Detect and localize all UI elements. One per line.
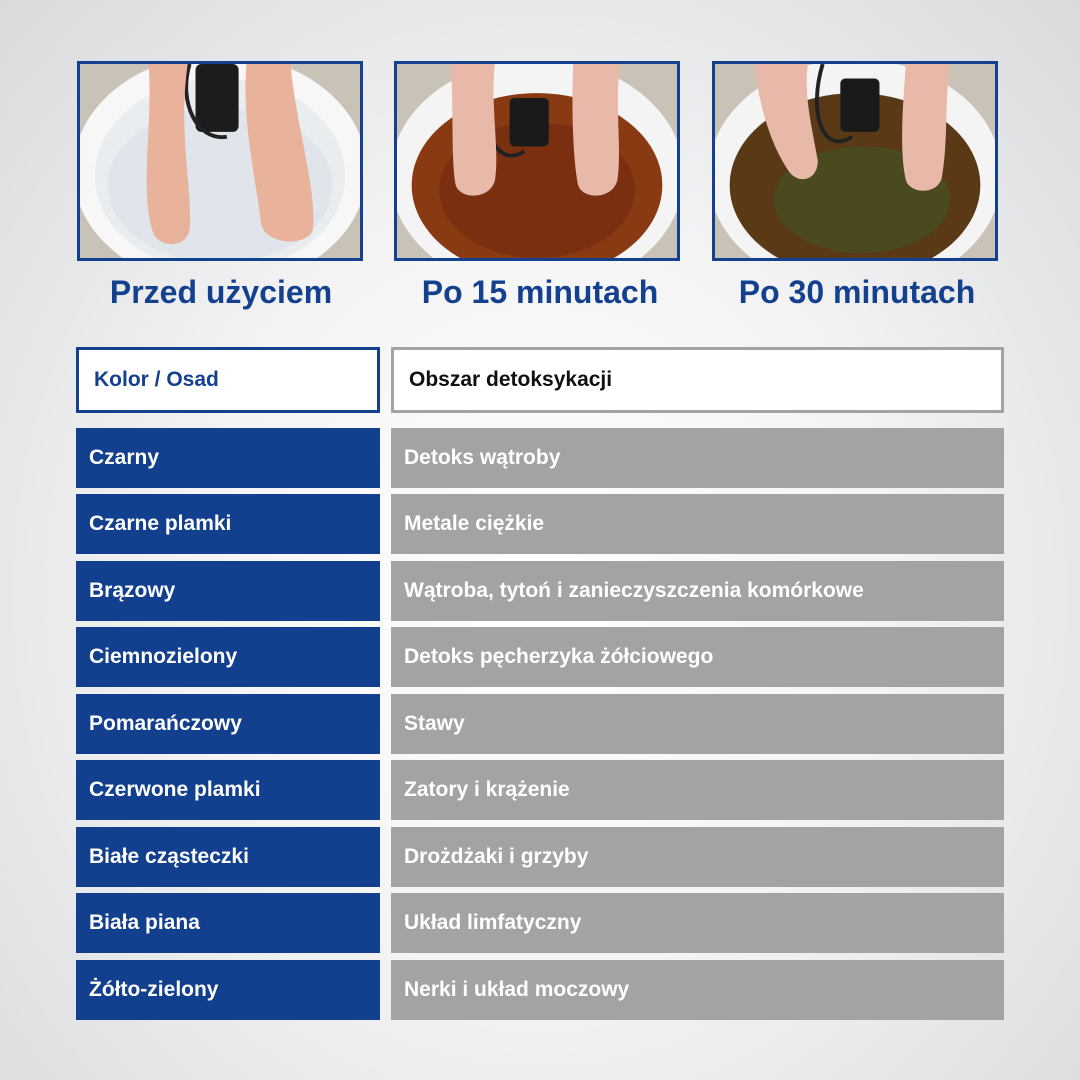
table-row-area: Wątroba, tytoń i zanieczyszczenia komórkowe: [391, 561, 1004, 621]
caption-before: Przed użyciem: [109, 274, 333, 310]
table-row-color: Brązowy: [76, 561, 380, 621]
table-row-area: Detoks pęcherzyka żółciowego: [391, 627, 1004, 687]
caption-30-minutes: Po 30 minutach: [738, 274, 976, 310]
table-row-area: Stawy: [391, 694, 1004, 754]
photo-after-15-minutes: [394, 61, 680, 261]
table-row-area: Detoks wątroby: [391, 428, 1004, 488]
table-row-color: Ciemnozielony: [76, 627, 380, 687]
table-row-area: Metale ciężkie: [391, 494, 1004, 554]
table-row-area: Układ limfatyczny: [391, 893, 1004, 953]
table-row-color: Czerwone plamki: [76, 760, 380, 820]
caption-15-minutes: Po 15 minutach: [421, 274, 659, 310]
table-row-area: Zatory i krążenie: [391, 760, 1004, 820]
table-row-area: Nerki i układ moczowy: [391, 960, 1004, 1020]
table-row-color: Białe cząsteczki: [76, 827, 380, 887]
table-row-color: Pomarańczowy: [76, 694, 380, 754]
table-row-color: Żółto-zielony: [76, 960, 380, 1020]
table-row-color: Biała piana: [76, 893, 380, 953]
table-row-area: Drożdżaki i grzyby: [391, 827, 1004, 887]
photo-before: [77, 61, 363, 261]
table-header-color: Kolor / Osad: [76, 347, 380, 413]
table-header-detox-area: Obszar detoksykacji: [391, 347, 1004, 413]
table-row-color: Czarne plamki: [76, 494, 380, 554]
photo-after-30-minutes: [712, 61, 998, 261]
table-row-color: Czarny: [76, 428, 380, 488]
